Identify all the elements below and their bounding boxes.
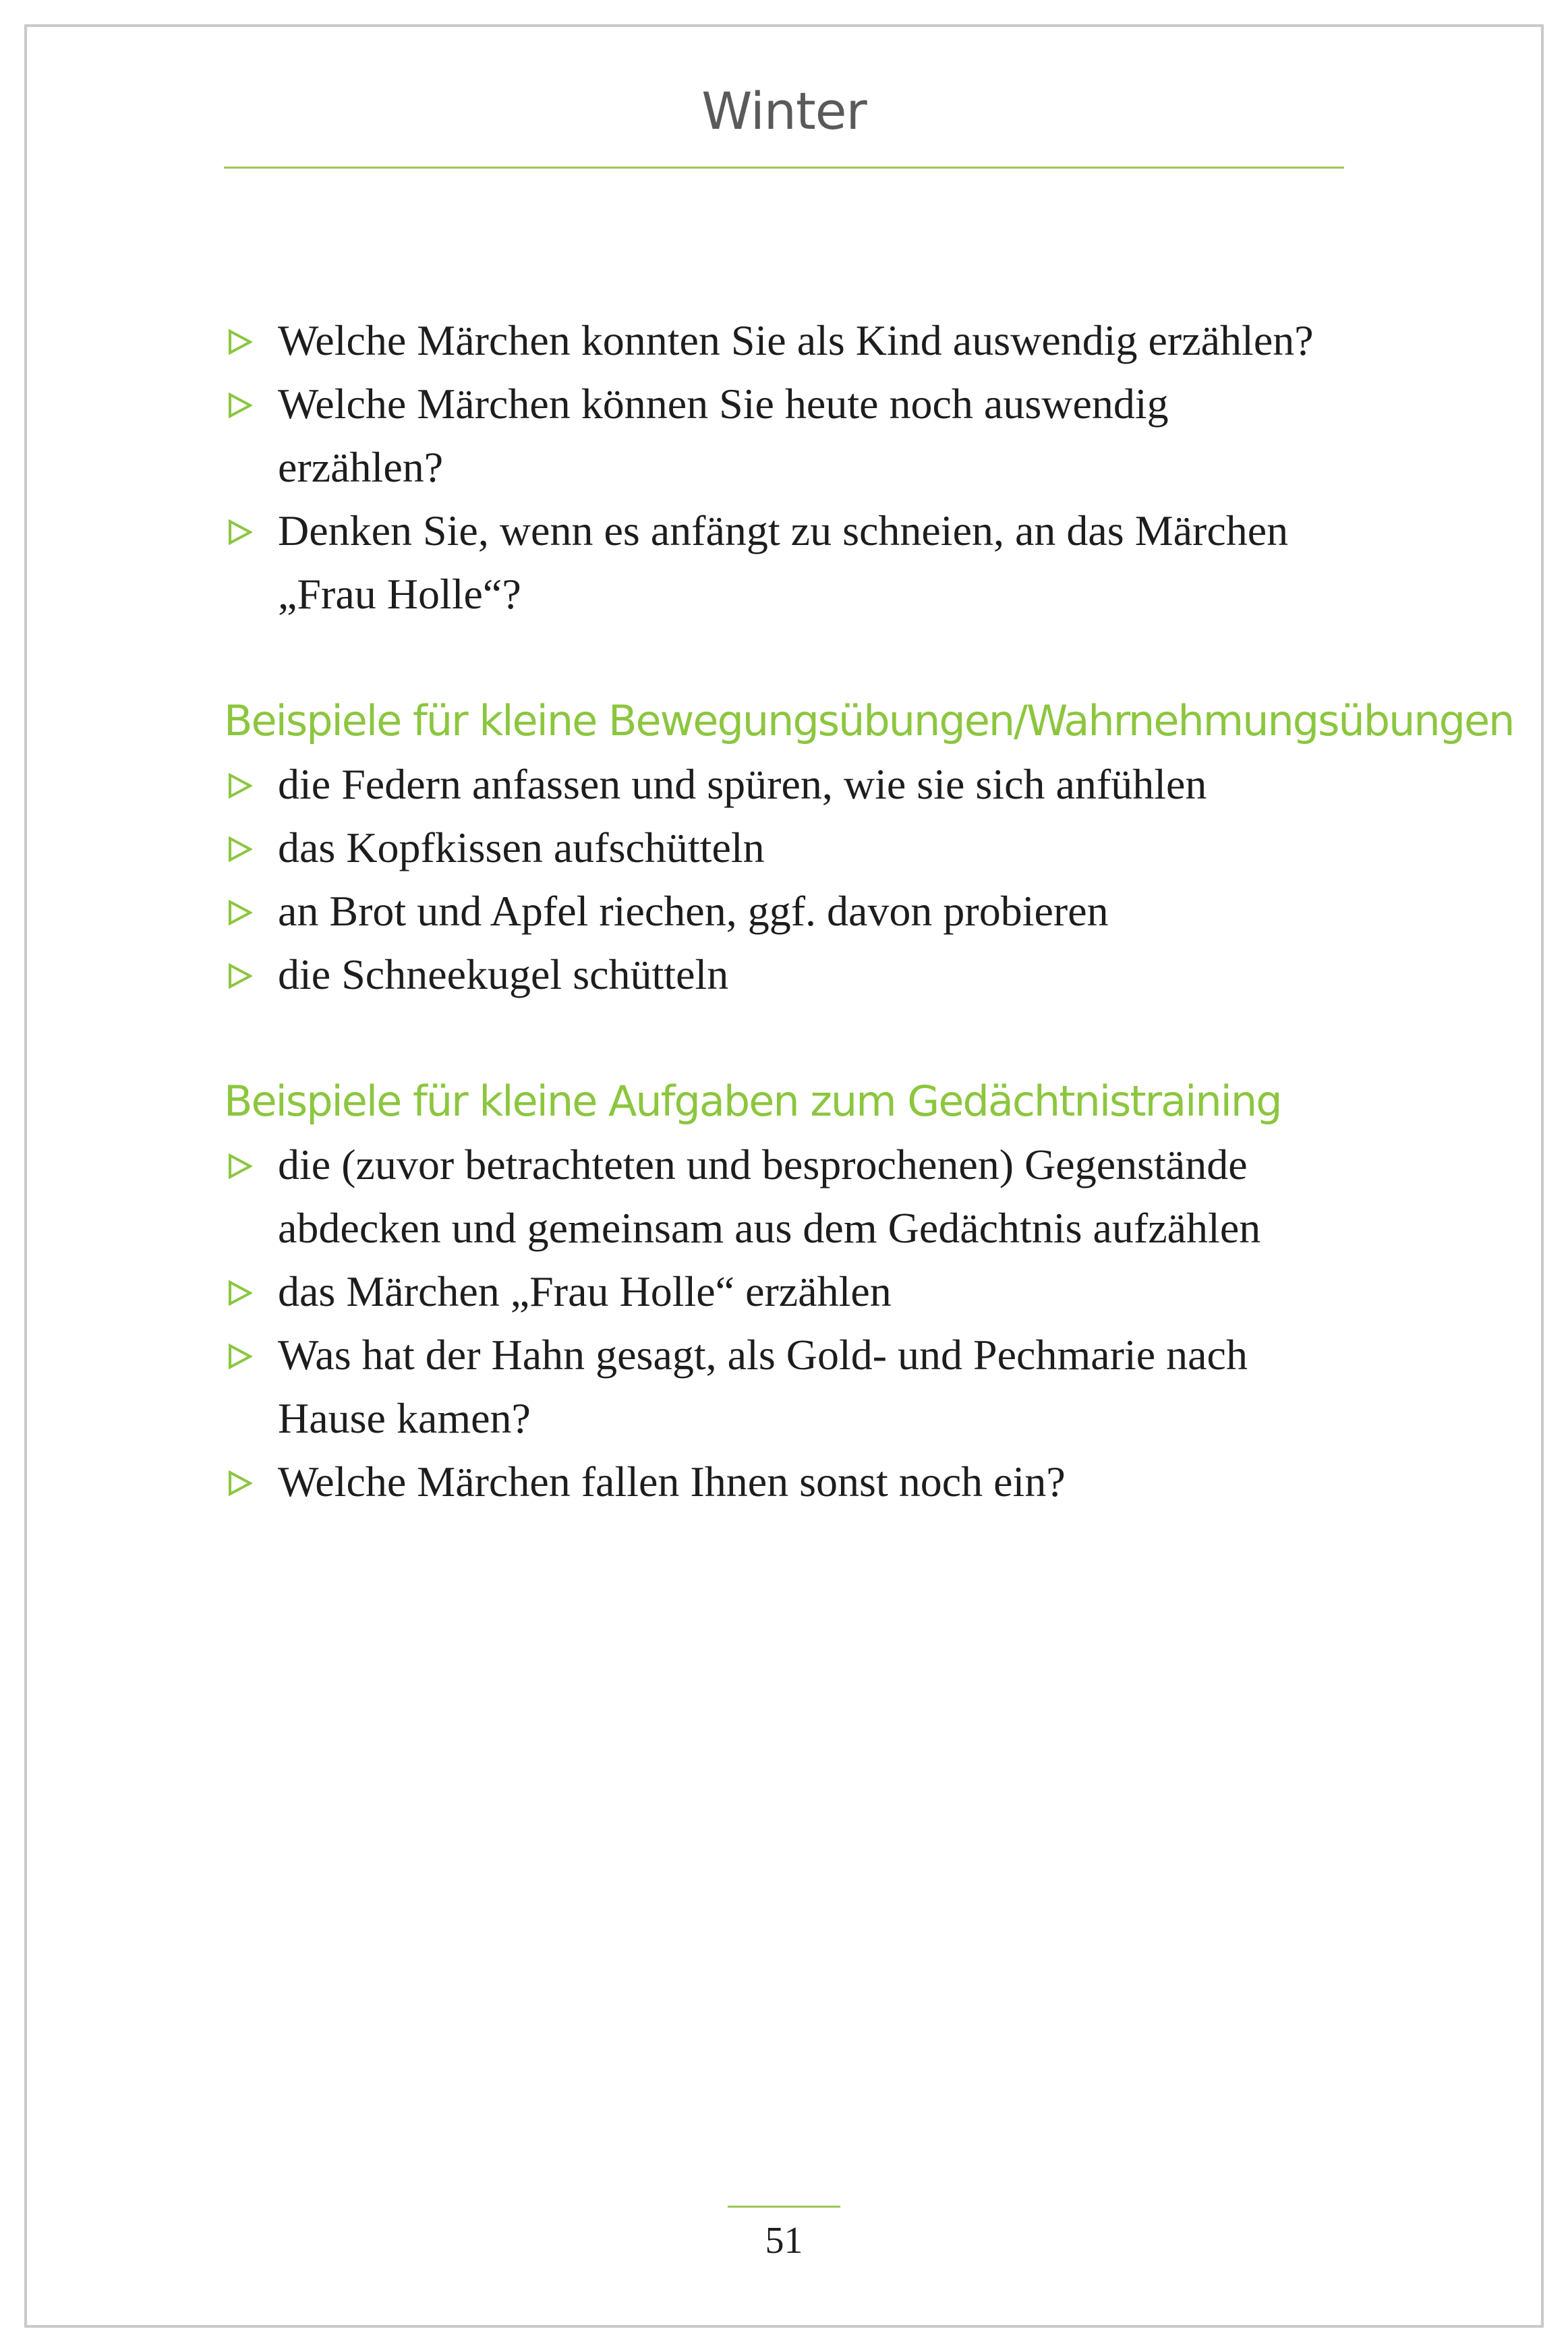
list-item-text: das Kopfkissen aufschütteln bbox=[278, 824, 765, 871]
list-item-text: Welche Märchen konnten Sie als Kind auswendig erzählen? bbox=[278, 316, 1314, 364]
page-number: 51 bbox=[765, 2220, 803, 2262]
section-movement-exercises bbox=[224, 689, 1514, 1006]
list-item-text: Welche Märchen fallen Ihnen sonst noch ein? bbox=[278, 1458, 1066, 1505]
section-memory-training bbox=[224, 1070, 1344, 1514]
list-item bbox=[224, 880, 1344, 943]
list-item bbox=[224, 943, 1344, 1006]
triangle-bullet-icon bbox=[228, 836, 252, 862]
list-item-text: an Brot und Apfel riechen, ggf. davon probieren bbox=[278, 887, 1109, 935]
list-item-text: die Federn anfassen und spüren, wie sie sich anfühlen bbox=[278, 760, 1207, 808]
header-rule bbox=[224, 167, 1344, 169]
section-heading: Beispiele für kleine Aufgaben zum Gedächtnistraining bbox=[224, 1077, 1281, 1126]
triangle-bullet-icon bbox=[228, 900, 252, 925]
triangle-bullet-icon bbox=[228, 1344, 252, 1369]
triangle-bullet-icon bbox=[228, 393, 252, 418]
list-item bbox=[224, 499, 1344, 626]
triangle-bullet-icon bbox=[228, 329, 252, 355]
triangle-bullet-icon bbox=[228, 1153, 252, 1179]
triangle-bullet-icon bbox=[228, 773, 252, 799]
list-item bbox=[224, 816, 1344, 880]
list-item bbox=[224, 1450, 1344, 1514]
triangle-bullet-icon bbox=[228, 519, 252, 545]
list-item-text: Welche Märchen können Sie heute noch auswendig erzählen? bbox=[278, 380, 1169, 491]
triangle-bullet-icon bbox=[228, 963, 252, 989]
triangle-bullet-icon bbox=[228, 1280, 252, 1306]
list-item bbox=[224, 372, 1344, 499]
list-item-text: Denken Sie, wenn es anfängt zu schneien, an das Märchen „Frau Holle“? bbox=[278, 507, 1289, 618]
list-item bbox=[224, 1133, 1344, 1260]
memory-training-list bbox=[224, 1133, 1344, 1514]
running-header-title: Winter bbox=[701, 81, 867, 141]
page-content bbox=[224, 309, 1514, 1514]
section-heading: Beispiele für kleine Bewegungsübungen/Wahrnehmungsübungen bbox=[224, 696, 1514, 745]
list-item bbox=[224, 1323, 1344, 1450]
intro-question-list bbox=[224, 309, 1344, 626]
list-item bbox=[224, 753, 1344, 816]
movement-exercise-list bbox=[224, 753, 1344, 1006]
list-item bbox=[224, 309, 1344, 372]
list-item-text: die Schneekugel schütteln bbox=[278, 950, 729, 998]
list-item bbox=[224, 1260, 1344, 1323]
list-item-text: die (zuvor betrachteten und besprochenen) Gegenstände abdecken und gemeinsam aus dem Gedächtnis aufzählen bbox=[278, 1141, 1261, 1252]
list-item-text: Was hat der Hahn gesagt, als Gold- und Pechmarie nach Hause kamen? bbox=[278, 1331, 1248, 1442]
triangle-bullet-icon bbox=[228, 1470, 252, 1496]
list-item-text: das Märchen „Frau Holle“ erzählen bbox=[278, 1267, 892, 1315]
footer-rule bbox=[728, 2206, 840, 2208]
